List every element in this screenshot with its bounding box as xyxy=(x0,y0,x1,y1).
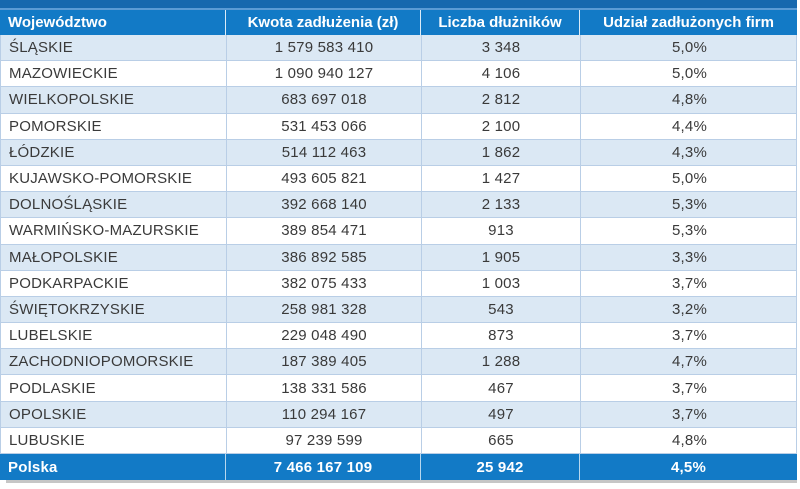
cell-wojewodztwo: WARMIŃSKO-MAZURSKIE xyxy=(1,218,227,243)
table-row xyxy=(1,349,796,375)
cell-udzial: 3,7% xyxy=(672,327,707,345)
cell-liczba: 2 133 xyxy=(422,192,581,217)
table-drop-shadow xyxy=(6,480,797,483)
cell-udzial: 4,4% xyxy=(672,117,707,135)
cell-wojewodztwo: ŚLĄSKIE xyxy=(1,35,227,60)
table-row xyxy=(1,192,796,218)
table-row xyxy=(1,297,796,323)
cell-kwota: 389 854 471 xyxy=(227,218,422,243)
cell-kwota: 392 668 140 xyxy=(227,192,422,217)
table-row xyxy=(1,114,796,140)
cell-liczba: 665 xyxy=(422,428,581,453)
cell-kwota: 97 239 599 xyxy=(227,428,422,453)
cell-kwota: 1 090 940 127 xyxy=(227,61,422,86)
cell-udzial: 5,3% xyxy=(672,222,707,240)
cell-wojewodztwo: POMORSKIE xyxy=(1,114,227,139)
cell-wojewodztwo: MAŁOPOLSKIE xyxy=(1,245,227,270)
table-header-row xyxy=(0,10,797,35)
table-row xyxy=(1,218,796,244)
table-row xyxy=(1,428,796,454)
cell-udzial: 3,7% xyxy=(672,405,707,423)
cell-wojewodztwo: KUJAWSKO-POMORSKIE xyxy=(1,166,227,191)
cell-wojewodztwo: DOLNOŚLĄSKIE xyxy=(1,192,227,217)
table-row xyxy=(1,402,796,428)
cell-wojewodztwo: PODLASKIE xyxy=(1,375,227,400)
cell-kwota: 683 697 018 xyxy=(227,87,422,112)
table-total-row xyxy=(0,454,797,480)
table-row xyxy=(1,166,796,192)
cell-udzial: 4,8% xyxy=(672,431,707,449)
cell-liczba: 3 348 xyxy=(422,35,581,60)
cell-liczba: 2 812 xyxy=(422,87,581,112)
table-row xyxy=(1,271,796,297)
cell-kwota: 258 981 328 xyxy=(227,297,422,322)
cell-udzial: 4,3% xyxy=(672,143,707,161)
cell-udzial: 3,2% xyxy=(672,300,707,318)
cell-udzial: 5,0% xyxy=(672,65,707,83)
table-row xyxy=(1,375,796,401)
cell-kwota: 187 389 405 xyxy=(227,349,422,374)
cell-udzial: 4,7% xyxy=(672,353,707,371)
cell-kwota: 386 892 585 xyxy=(227,245,422,270)
cell-udzial: 5,0% xyxy=(672,39,707,57)
table-row xyxy=(1,140,796,166)
cell-wojewodztwo: OPOLSKIE xyxy=(1,402,227,427)
cell-liczba: 2 100 xyxy=(422,114,581,139)
table-row xyxy=(1,61,796,87)
cell-kwota: 382 075 433 xyxy=(227,271,422,296)
total-liczba: 25 942 xyxy=(421,454,580,480)
cell-liczba: 497 xyxy=(422,402,581,427)
total-udzial: 4,5% xyxy=(671,458,706,476)
cell-udzial: 4,8% xyxy=(672,91,707,109)
col-header-wojewodztwo: Województwo xyxy=(0,10,226,35)
cell-liczba: 1 905 xyxy=(422,245,581,270)
cell-kwota: 110 294 167 xyxy=(227,402,422,427)
cell-wojewodztwo: PODKARPACKIE xyxy=(1,271,227,296)
cell-liczba: 467 xyxy=(422,375,581,400)
cell-wojewodztwo: WIELKOPOLSKIE xyxy=(1,87,227,112)
cell-liczba: 543 xyxy=(422,297,581,322)
cell-kwota: 531 453 066 xyxy=(227,114,422,139)
table-row xyxy=(1,323,796,349)
cell-udzial: 3,3% xyxy=(672,248,707,266)
cell-udzial: 3,7% xyxy=(672,379,707,397)
cell-kwota: 493 605 821 xyxy=(227,166,422,191)
table-top-border-bar xyxy=(0,0,797,8)
cell-kwota: 514 112 463 xyxy=(227,140,422,165)
table-row xyxy=(1,87,796,113)
cell-wojewodztwo: ŚWIĘTOKRZYSKIE xyxy=(1,297,227,322)
cell-wojewodztwo: LUBELSKIE xyxy=(1,323,227,348)
cell-liczba: 1 862 xyxy=(422,140,581,165)
table-body xyxy=(0,35,797,454)
cell-udzial: 5,3% xyxy=(672,196,707,214)
cell-kwota: 229 048 490 xyxy=(227,323,422,348)
cell-kwota: 138 331 586 xyxy=(227,375,422,400)
cell-liczba: 1 288 xyxy=(422,349,581,374)
cell-liczba: 1 427 xyxy=(422,166,581,191)
cell-udzial: 3,7% xyxy=(672,274,707,292)
cell-liczba: 4 106 xyxy=(422,61,581,86)
cell-wojewodztwo: ZACHODNIOPOMORSKIE xyxy=(1,349,227,374)
table-row xyxy=(1,35,796,61)
cell-udzial: 5,0% xyxy=(672,170,707,188)
col-header-udzial: Udział zadłużonych firm xyxy=(603,14,774,31)
total-kwota: 7 466 167 109 xyxy=(226,454,421,480)
col-header-kwota: Kwota zadłużenia (zł) xyxy=(226,10,421,35)
cell-liczba: 1 003 xyxy=(422,271,581,296)
cell-wojewodztwo: ŁÓDZKIE xyxy=(1,140,227,165)
cell-liczba: 913 xyxy=(422,218,581,243)
cell-wojewodztwo: LUBUSKIE xyxy=(1,428,227,453)
col-header-liczba: Liczba dłużników xyxy=(421,10,580,35)
cell-wojewodztwo: MAZOWIECKIE xyxy=(1,61,227,86)
cell-kwota: 1 579 583 410 xyxy=(227,35,422,60)
total-label: Polska xyxy=(0,454,226,480)
cell-liczba: 873 xyxy=(422,323,581,348)
table-row xyxy=(1,245,796,271)
